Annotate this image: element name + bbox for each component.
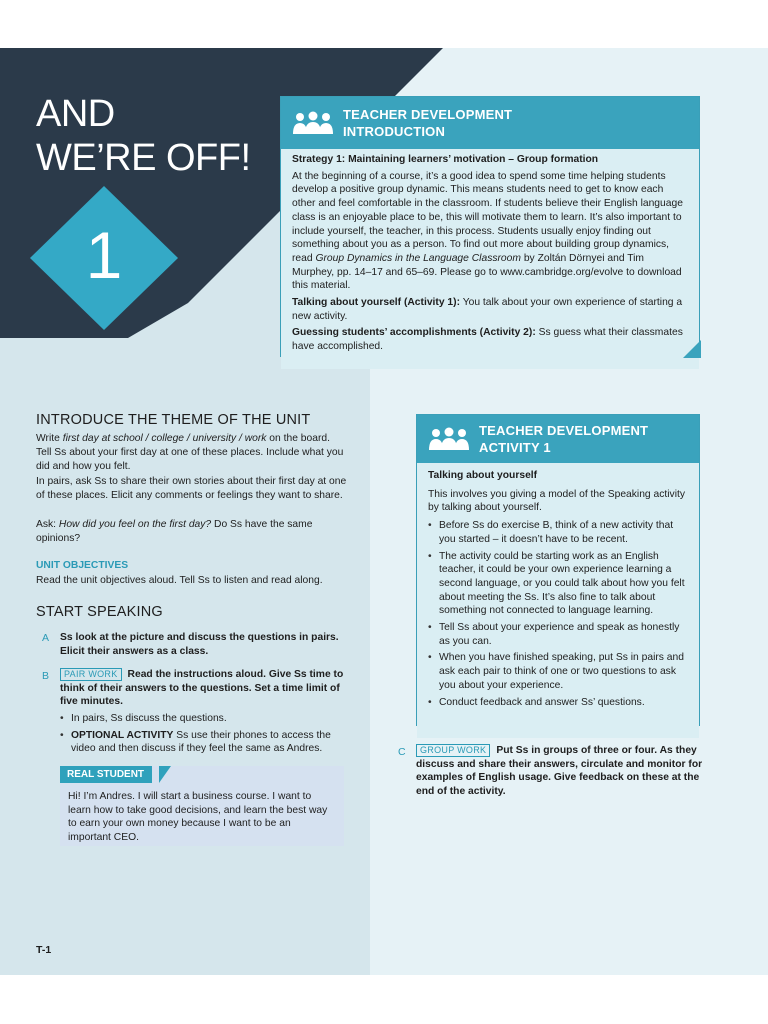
people-group-icon (427, 426, 471, 452)
introduce-p3-b: Do Ss have the same opinions? (36, 519, 313, 544)
optional-activity-text: Ss use their phones to access the video and then discuss if they feel the same as Andres. (71, 729, 331, 755)
corner-fold-decoration (683, 340, 701, 358)
unit-objectives-text: Read the unit objectives aloud. Tell Ss to listen and read along. (36, 575, 323, 586)
introduce-p1-b: on the board. Tell Ss about your first day at one of these places. Include what you did and how you felt. (36, 433, 344, 472)
activity1-bullets (428, 519, 687, 709)
activity1-bullet: • Tell Ss about your experience and speak as honestly as you can. (428, 621, 687, 648)
step-a-text: Ss look at the picture and discuss the questions in pairs. Elicit their answers as a class. (60, 632, 339, 657)
intro-strategy: Strategy 1: Maintaining learners’ motivation – Group formation (292, 154, 599, 165)
real-student-tag-tail (159, 766, 171, 783)
introduce-p1-italic: first day at school / college / university / work (62, 433, 267, 444)
start-speaking-heading: START SPEAKING (36, 604, 163, 620)
intro-activity1 (292, 296, 687, 323)
intro-act1-text: You talk about your own experience of starting a new activity. (292, 297, 683, 322)
teacher-development-intro-header (281, 97, 699, 149)
introduce-paragraph-1 (36, 432, 348, 474)
optional-activity-label: OPTIONAL ACTIVITY (71, 729, 174, 741)
activity1-bullet: • The activity could be starting work as an English teacher, it could be your own experience learning a second language, or you could talk about how you felt about meeting the Ss. It’s also fine to talk about something not connected to language learning. (428, 550, 687, 619)
intro-body-b: by Zoltán Dörnyei and Tim Murphey, pp. 14–17 and 65–69. Please go to www.cambridge.org/evolve to download this material. (292, 252, 682, 292)
activity1-subheading: Talking about yourself (428, 470, 538, 481)
introduce-p1-a: Write (36, 433, 63, 444)
intro-body-a: At the beginning of a course, it’s a good idea to spend some time helping students develop a positive group dynamic. This means students need to get to know each other and feel comfortable in the classroom. If students believe their English language class is an enjoyable place to be, this will motivate them to learn. It’s also important to include yourself, the teacher, in this process. Students usually enjoy finding out something about you as a person. To find out more about building group dynamics, read (292, 170, 683, 264)
teacher-development-intro-box (280, 96, 700, 357)
unit-objectives-label: UNIT OBJECTIVES (36, 560, 129, 571)
step-b-instructions: Read the instructions aloud. Give Ss time to think of their answers to the questions. Set a time limit of five minutes. (60, 669, 344, 708)
intro-heading-line2: INTRODUCTION (343, 124, 446, 139)
unit-title-line2: WE’RE OFF! (36, 137, 251, 179)
unit-title (36, 92, 251, 180)
introduce-p3-italic: How did you feel on the first day? (58, 519, 212, 530)
pair-work-tag: PAIR WORK (60, 668, 122, 681)
step-b-letter: B (42, 670, 50, 682)
teacher-development-activity1-box (416, 414, 700, 726)
page-number: T-1 (36, 944, 52, 956)
activity1-bullet: • Conduct feedback and answer Ss’ questions. (428, 696, 687, 710)
activity1-bullet: • Before Ss do exercise B, think of a new activity that you started – it doesn’t have to be recent. (428, 519, 687, 546)
teacher-development-intro-body (281, 149, 699, 369)
activity1-bullet: • When you have finished speaking, put Ss in pairs and ask each pair to think of one or two questions to ask you about your experience. (428, 651, 687, 692)
people-group-icon (291, 110, 335, 136)
intro-act2-text: Ss guess what their classmates have accomplished. (292, 327, 683, 353)
unit-number: 1 (85, 218, 123, 292)
activity1-heading-line2: ACTIVITY 1 (479, 440, 551, 455)
intro-act1-label: Talking about yourself (Activity 1): (292, 297, 461, 309)
step-c-text (416, 744, 706, 799)
introduce-paragraph-2: In pairs, ask Ss to share their own stories about their first day at one of these places. Elicit any comments or feelings they want to share. (36, 476, 347, 501)
real-student-tag: REAL STUDENT (60, 766, 152, 783)
real-student-box (60, 766, 344, 846)
teacher-development-activity1-heading (479, 422, 648, 456)
step-a-letter: A (42, 632, 50, 644)
step-c-letter: C (398, 746, 406, 758)
intro-paragraph (292, 170, 687, 293)
step-b-text (60, 668, 350, 709)
activity1-intro: This involves you giving a model of the Speaking activity by talking about yourself. (428, 488, 685, 514)
group-work-tag: GROUP WORK (416, 744, 490, 757)
step-c-instructions: Put Ss in groups of three or four. As they discuss and share their answers, circulate and monitor for examples of English usage. Give feedback on these at the end of the activity. (416, 745, 703, 798)
step-b-bullets (60, 712, 350, 759)
intro-act2-label: Guessing students’ accomplishments (Activity 2): (292, 327, 536, 339)
intro-activity2 (292, 326, 687, 353)
intro-book-title: Group Dynamics in the Language Classroom (315, 252, 521, 264)
intro-heading-line1: TEACHER DEVELOPMENT (343, 107, 513, 122)
introduce-paragraph-3 (36, 518, 348, 546)
introduce-p3-a: Ask: (36, 519, 59, 530)
introduce-theme-heading: INTRODUCE THE THEME OF THE UNIT (36, 412, 311, 428)
teacher-development-intro-heading (343, 106, 512, 140)
activity1-heading-line1: TEACHER DEVELOPMENT (479, 423, 649, 438)
step-b-bullet-1: • In pairs, Ss discuss the questions. (60, 712, 350, 726)
unit-title-line1: AND (36, 93, 115, 135)
teacher-development-activity1-header (417, 415, 699, 463)
step-b-bullet-2 (60, 729, 350, 756)
real-student-quote: Hi! I’m Andres. I will start a business course. I want to learn how to take good decisions, and learn the best way to earn your own money because I want to be an important CEO. (68, 791, 328, 844)
teacher-development-activity1-body (417, 463, 699, 738)
